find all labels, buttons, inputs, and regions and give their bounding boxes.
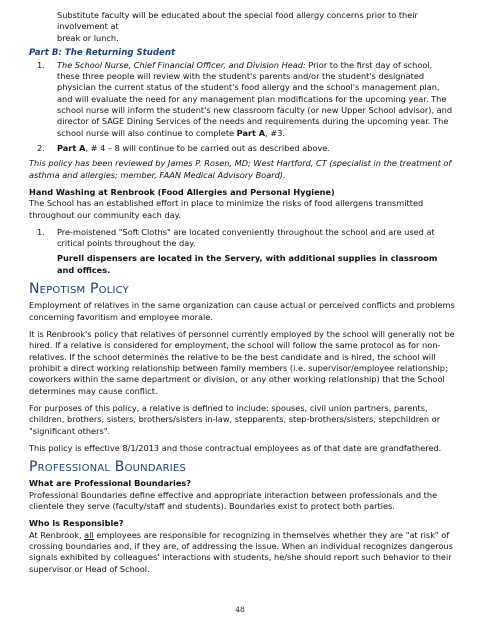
question-what: What are Professional Boundaries? bbox=[29, 478, 192, 489]
answer-who-start: At Renbrook, bbox=[29, 529, 85, 540]
soft-cloths-text: Pre-moistened "Soft Cloths" are located conveniently throughout the school and are used at critical points throughout the day. bbox=[57, 226, 435, 249]
substitute-line-2: break or lunch. bbox=[57, 32, 119, 43]
list-number: 1. bbox=[37, 59, 45, 70]
part-b-list bbox=[29, 60, 457, 155]
list-item bbox=[29, 60, 457, 139]
item-text: , # 4 – 8 will continue to be carried out as described above. bbox=[85, 142, 330, 153]
substitute-faculty-note bbox=[29, 10, 457, 44]
answer-who-rest: employees are responsible for recognizing in themselves whether they are "at risk" of crossing boundaries and, if they are, of addressing the issue. When an individual recognizes dangerous signals exhibited by colleagues' interactions with students, he/she should report such behavior to their supervisor or Head of School. bbox=[29, 529, 453, 574]
nepotism-paragraph-3: For purposes of this policy, a relative is defined to include: spouses, civil union partners, parents, children, brothers, sisters, brothers/sisters in-law, stepparents, step-brothers/sisters, stepchildren or "significant others". bbox=[29, 402, 441, 436]
item-tail: , #3. bbox=[265, 127, 286, 138]
list-item-body bbox=[57, 227, 457, 276]
document-page bbox=[29, 10, 457, 575]
list-item-body bbox=[57, 143, 457, 154]
hand-washing-list bbox=[29, 227, 457, 276]
hand-washing-heading: Hand Washing at Renbrook (Food Allergies and Personal Hygiene) bbox=[29, 186, 335, 197]
part-b-heading: Part B: The Returning Student bbox=[29, 47, 176, 58]
question-who: Who is Responsible? bbox=[29, 518, 124, 529]
professional-boundaries-title: Professional Boundaries bbox=[29, 459, 186, 476]
nepotism-paragraph-4: This policy is effective 8/1/2013 and those contractual employees as of that date are grandfathered. bbox=[29, 442, 442, 453]
list-item bbox=[29, 227, 457, 276]
substitute-line-1: Substitute faculty will be educated about the special food allergy concerns prior to their involvement at bbox=[57, 10, 418, 32]
hand-washing-intro: The School has an established effort in place to minimize the risks of food allergens transmitted throughout our community each day. bbox=[29, 198, 424, 220]
list-number: 1. bbox=[37, 226, 45, 237]
nepotism-paragraph-1: Employment of relatives in the same organization can cause actual or perceived conflicts and problems concerning favoritism and employee morale. bbox=[29, 300, 455, 322]
nepotism-title: Nepotism Policy bbox=[29, 281, 129, 298]
list-item bbox=[29, 143, 457, 154]
responsible-parties: The School Nurse, Chief Financial Officer, and Division Head: bbox=[57, 59, 306, 70]
answer-who-all: all bbox=[84, 529, 94, 540]
nepotism-paragraph-2: It is Renbrook's policy that relatives of personnel currently employed by the school will generally not be hired. If a relative is considered for employment, the school will follow the same protocol as for non-relatives. If the school determines the relative to be the best candidate and is hired, the school will prohibit a direct working relationship between family members (i.e. supervisor/employee relationship; coworkers within the same department or division, or any other working relationship) that the School determines may cause conflict. bbox=[29, 329, 455, 396]
purell-note: Purell dispensers are located in the Servery, with additional supplies in classroom and offices. bbox=[57, 253, 438, 275]
list-number: 2. bbox=[37, 142, 45, 153]
page-number: 48 bbox=[235, 605, 245, 614]
list-item-body bbox=[57, 60, 457, 139]
answer-who bbox=[29, 530, 457, 575]
part-a-reference: Part A bbox=[236, 127, 266, 138]
review-note: This policy has been reviewed by James P. Rosen, MD; West Hartford, CT (specialist in the treatment of asthma and allergies; member, FAAN Medical Advisory Board). bbox=[29, 158, 452, 180]
answer-what: Professional Boundaries define effective and appropriate interaction between professionals and the clientele they serve (faculty/staff and students). Boundaries exist to protect both parties. bbox=[29, 489, 438, 512]
item-text: Prior to the first day of school, these three people will review with the student's parents and/or the student's designated physician the current status of the student's food allergy and the school's management plan, and will evaluate the need for any management plan modifications for the upcoming year. The school nurse will inform the student's new classroom faculty (or new Upper School advisor), and director of SAGE Dining Services of the needs and requirements during the upcoming year. The school nurse will also continue to complete bbox=[57, 59, 453, 138]
part-a-reference: Part A bbox=[57, 142, 86, 153]
